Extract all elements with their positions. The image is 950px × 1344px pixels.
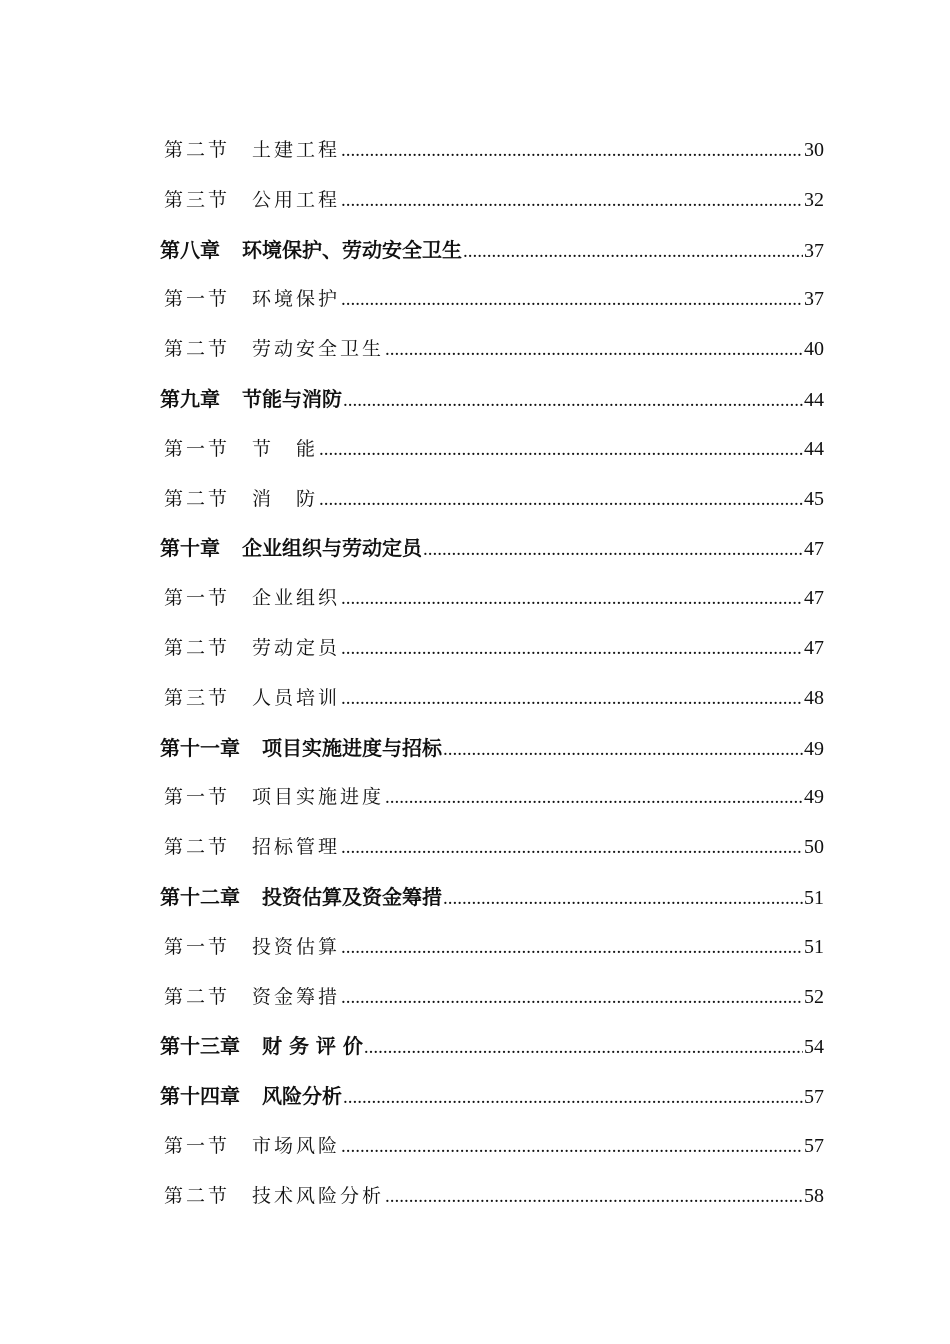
toc-entry-title: 资金筹措 bbox=[252, 985, 341, 1008]
toc-section-entry[interactable] bbox=[160, 574, 824, 624]
toc-dot-leader bbox=[341, 1122, 803, 1172]
toc-chapter-entry[interactable] bbox=[160, 724, 824, 774]
toc-section-entry[interactable] bbox=[160, 1122, 824, 1172]
toc-page-number: 51 bbox=[804, 935, 824, 958]
toc-section-entry[interactable] bbox=[160, 176, 824, 226]
toc-section-entry[interactable] bbox=[160, 624, 824, 674]
toc-section-entry[interactable] bbox=[160, 325, 824, 375]
toc-entry-title: 项目实施进度 bbox=[252, 786, 385, 809]
toc-page-number: 30 bbox=[804, 139, 824, 161]
toc-entry-title: 劳动安全卫生 bbox=[252, 338, 385, 361]
toc-section-entry[interactable] bbox=[160, 275, 824, 325]
toc-page-number: 47 bbox=[804, 587, 824, 610]
toc-entry-title: 招标管理 bbox=[252, 836, 341, 859]
toc-page-number: 37 bbox=[804, 239, 824, 262]
toc-dot-leader bbox=[341, 126, 803, 176]
toc-entry-number: 第八章 bbox=[160, 237, 220, 262]
toc-page-number: 37 bbox=[804, 288, 824, 311]
toc-entry-number: 第一节 bbox=[164, 437, 231, 460]
toc-entry-number: 第十二章 bbox=[160, 884, 240, 909]
toc-page-number: 49 bbox=[804, 786, 824, 809]
toc-page-number: 52 bbox=[804, 985, 824, 1008]
toc-dot-leader bbox=[385, 773, 803, 823]
toc-entry-title: 投资估算 bbox=[252, 935, 341, 958]
toc-entry-number: 第十四章 bbox=[160, 1084, 240, 1109]
toc-dot-leader bbox=[319, 475, 803, 525]
toc-section-entry[interactable] bbox=[160, 674, 824, 724]
toc-entry-title: 财 务 评 价 bbox=[262, 1034, 363, 1059]
toc-entry-number: 第二节 bbox=[164, 487, 231, 510]
toc-page-number: 32 bbox=[804, 188, 824, 211]
toc-entry-title: 市场风险 bbox=[252, 1134, 341, 1157]
toc-entry-number: 第十三章 bbox=[160, 1034, 240, 1059]
toc-entry-number: 第一节 bbox=[164, 786, 231, 809]
toc-chapter-entry[interactable] bbox=[160, 226, 824, 276]
toc-chapter-entry[interactable] bbox=[160, 1022, 824, 1072]
toc-page-number: 57 bbox=[804, 1134, 824, 1157]
toc-section-entry[interactable] bbox=[160, 126, 824, 176]
toc-dot-leader bbox=[341, 674, 803, 724]
toc-entry-number: 第一节 bbox=[164, 935, 231, 958]
toc-entry-number: 第一节 bbox=[164, 587, 231, 610]
toc-entry-number: 第九章 bbox=[160, 386, 220, 411]
toc-page-number: 44 bbox=[804, 388, 824, 411]
toc-section-entry[interactable] bbox=[160, 823, 824, 873]
toc-entry-title: 企业组织与劳动定员 bbox=[242, 536, 422, 561]
toc-page-number: 40 bbox=[804, 338, 824, 361]
toc-dot-leader bbox=[341, 823, 803, 873]
toc-dot-leader bbox=[343, 376, 803, 426]
toc-entry-title: 企业组织 bbox=[252, 587, 341, 610]
toc-dot-leader bbox=[341, 923, 803, 973]
toc-entry-title: 公用工程 bbox=[252, 188, 341, 211]
toc-page-number: 54 bbox=[804, 1036, 824, 1059]
toc-section-entry[interactable] bbox=[160, 923, 824, 973]
toc-entry-title: 节 能 bbox=[252, 437, 319, 460]
toc-dot-leader bbox=[341, 176, 803, 226]
toc-chapter-entry[interactable] bbox=[160, 375, 824, 425]
toc-entry-title: 项目实施进度与招标 bbox=[262, 735, 442, 760]
toc-entry-title: 劳动定员 bbox=[252, 636, 341, 659]
toc-section-entry[interactable] bbox=[160, 475, 824, 525]
toc-section-entry[interactable] bbox=[160, 425, 824, 475]
toc-dot-leader bbox=[319, 425, 803, 475]
toc-dot-leader bbox=[364, 1023, 803, 1073]
toc-entry-title: 土建工程 bbox=[252, 139, 341, 161]
toc-page-number: 48 bbox=[804, 686, 824, 709]
toc-entry-number: 第十一章 bbox=[160, 735, 240, 760]
toc-entry-number: 第二节 bbox=[164, 636, 231, 659]
toc-dot-leader bbox=[443, 725, 803, 775]
toc-chapter-entry[interactable] bbox=[160, 873, 824, 923]
toc-entry-title: 风险分析 bbox=[262, 1084, 342, 1109]
toc-chapter-entry[interactable] bbox=[160, 524, 824, 574]
toc-entry-number: 第二节 bbox=[164, 985, 231, 1008]
toc-page-number: 51 bbox=[804, 886, 824, 909]
toc-entry-number: 第二节 bbox=[164, 836, 231, 859]
toc-dot-leader bbox=[341, 624, 803, 674]
toc-page-number: 45 bbox=[804, 487, 824, 510]
toc-section-entry[interactable] bbox=[160, 773, 824, 823]
toc-page-number: 57 bbox=[804, 1086, 824, 1109]
toc-section-entry[interactable] bbox=[160, 1172, 824, 1222]
toc-dot-leader bbox=[463, 227, 803, 277]
toc-entry-title: 人员培训 bbox=[252, 686, 341, 709]
toc-page-number: 58 bbox=[804, 1184, 824, 1207]
toc-entry-title: 投资估算及资金筹措 bbox=[262, 884, 442, 909]
toc-dot-leader bbox=[341, 275, 803, 325]
toc-page-number: 44 bbox=[804, 437, 824, 460]
toc-entry-number: 第二节 bbox=[164, 139, 231, 161]
toc-entry-number: 第三节 bbox=[164, 188, 231, 211]
toc-entry-title: 环境保护、劳动安全卫生 bbox=[242, 237, 462, 262]
toc-dot-leader bbox=[343, 1073, 803, 1123]
toc-chapter-entry[interactable] bbox=[160, 1072, 824, 1122]
toc-entry-title: 环境保护 bbox=[252, 288, 341, 311]
toc-entry-title: 技术风险分析 bbox=[252, 1184, 385, 1207]
toc-entry-title: 节能与消防 bbox=[242, 386, 342, 411]
toc-page-number: 47 bbox=[804, 538, 824, 561]
toc-entry-number: 第十章 bbox=[160, 536, 220, 561]
toc-dot-leader bbox=[423, 525, 803, 575]
toc-page-number: 47 bbox=[804, 636, 824, 659]
toc-dot-leader bbox=[341, 574, 803, 624]
toc-dot-leader bbox=[385, 1172, 803, 1222]
toc-dot-leader bbox=[443, 874, 803, 924]
toc-entry-title: 消 防 bbox=[252, 487, 319, 510]
toc-section-entry[interactable] bbox=[160, 973, 824, 1023]
toc-dot-leader bbox=[385, 325, 803, 375]
toc-dot-leader bbox=[341, 973, 803, 1023]
table-of-contents bbox=[160, 126, 824, 1222]
toc-entry-number: 第二节 bbox=[164, 338, 231, 361]
toc-page-number: 50 bbox=[804, 836, 824, 859]
toc-entry-number: 第二节 bbox=[164, 1184, 231, 1207]
toc-entry-number: 第三节 bbox=[164, 686, 231, 709]
toc-entry-number: 第一节 bbox=[164, 288, 231, 311]
toc-page-number: 49 bbox=[804, 737, 824, 760]
toc-entry-number: 第一节 bbox=[164, 1134, 231, 1157]
